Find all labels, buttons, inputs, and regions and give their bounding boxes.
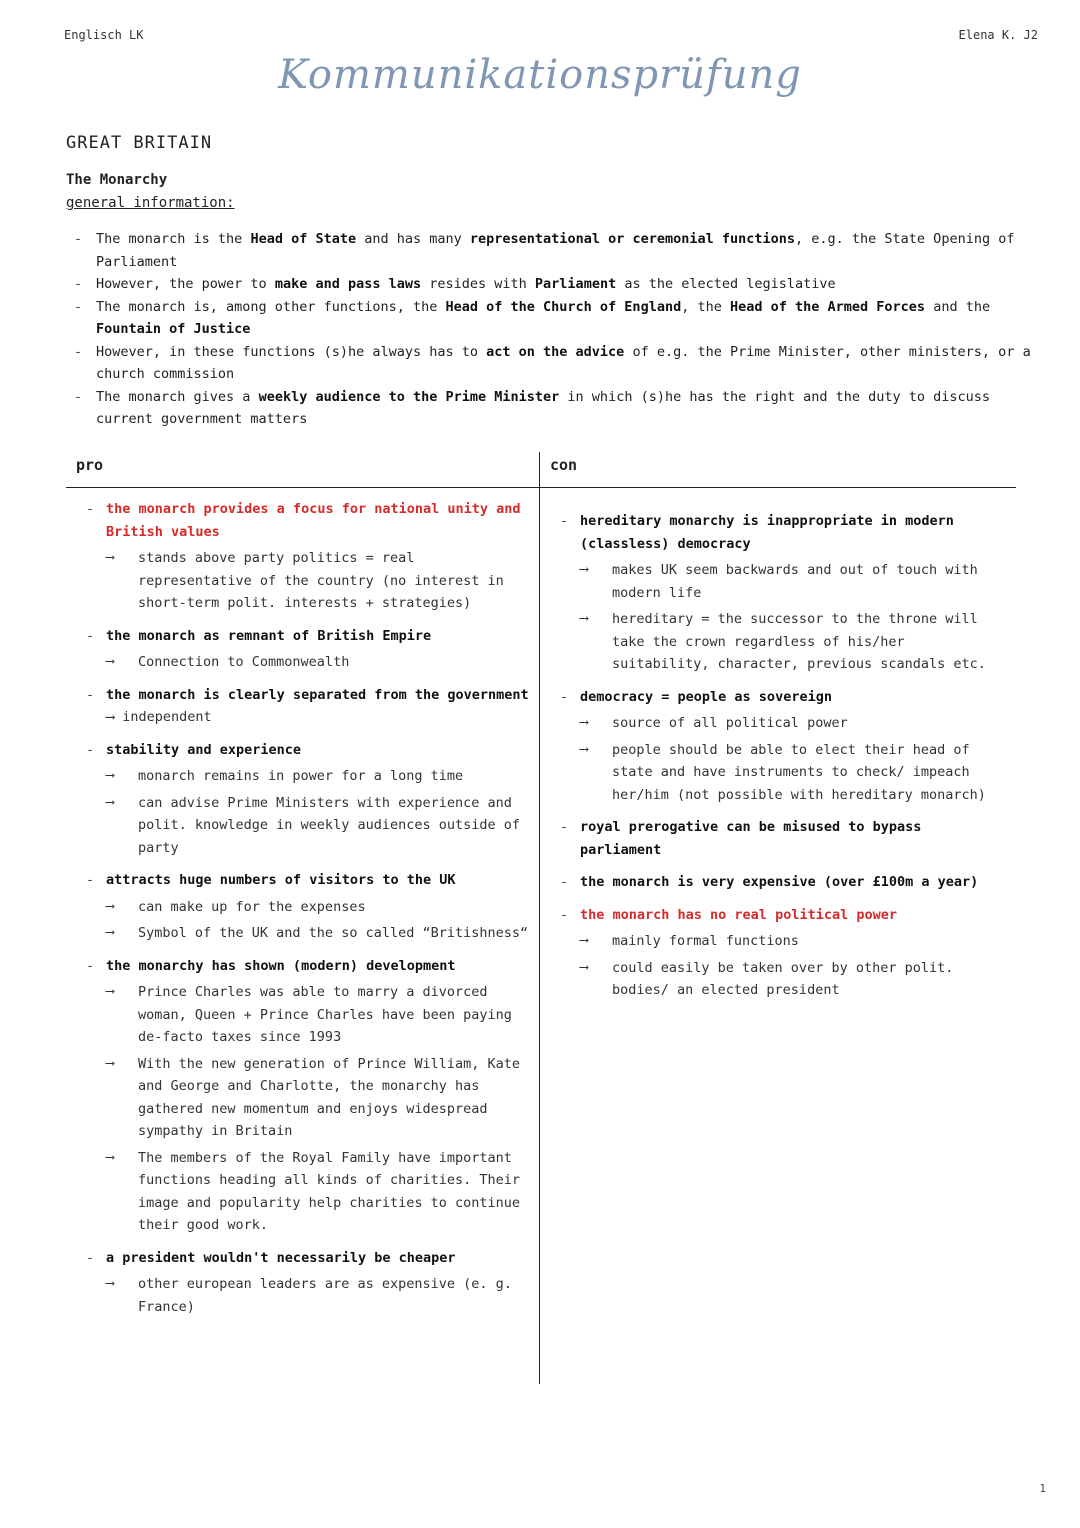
con-item-detail: ⟶ makes UK seem backwards and out of touch with modern life <box>580 559 1010 604</box>
bold-term: Fountain of Justice <box>96 321 251 337</box>
arrow-icon: ⟶ <box>106 709 115 725</box>
pro-item-heading: - stability and experience <box>106 741 302 758</box>
pro-item-detail: ⟶ With the new generation of Prince William, Kate and George and Charlotte, the monarchy has gathered new momentum and enjoys widespread sympathy in Britain <box>106 1053 531 1143</box>
text: and has many <box>356 231 470 247</box>
text: , e.g. the State Opening of Parliament <box>96 231 1015 270</box>
text: However, in these functions (s)he always has to <box>96 343 487 360</box>
con-item-heading: - the monarch is very expensive (over £100m a year) <box>580 874 979 890</box>
text: and the <box>925 298 991 315</box>
list-item <box>74 341 1034 386</box>
con-item-detail: ⟶ could easily be taken over by other polit. bodies/ an elected president <box>580 957 1010 1002</box>
bold-term: act on the advice <box>486 343 625 360</box>
bold-term: Head of the Church of England <box>445 298 682 315</box>
pro-item-detail: ⟶ The members of the Royal Family have important functions heading all kinds of charities. Their image and popularity help charities to continue their good work. <box>106 1147 531 1237</box>
page-number: 1 <box>1039 1482 1046 1495</box>
pro-item-heading: - the monarch provides a focus for national unity and British values <box>106 501 521 540</box>
pro-item <box>86 625 531 674</box>
text: , the <box>681 298 730 315</box>
pro-column <box>86 498 531 1328</box>
con-item-heading: - hereditary monarchy is inappropriate in modern (classless) democracy <box>580 513 954 552</box>
pro-item <box>86 1247 531 1319</box>
con-item-detail: ⟶ hereditary = the successor to the throne will take the crown regardless of his/her suitability, character, previous scandals etc. <box>580 608 1010 676</box>
con-item-detail: ⟶ mainly formal functions <box>580 930 1010 953</box>
pro-item-heading: - a president wouldn't necessarily be cheaper <box>106 1249 456 1266</box>
con-item-heading: - democracy = people as sovereign <box>580 688 832 705</box>
text: The monarch is the <box>96 231 251 247</box>
pro-item-detail: ⟶ other european leaders are as expensive (e. g. France) <box>106 1273 531 1318</box>
pro-item-detail: ⟶ can advise Prime Ministers with experience and polit. knowledge in weekly audiences outside of party <box>106 792 531 860</box>
list-item <box>74 228 1034 273</box>
table-header-rule <box>66 487 1016 488</box>
list-item <box>74 296 1034 341</box>
list-item <box>74 386 1034 431</box>
con-item <box>560 871 1010 894</box>
pro-item-detail: ⟶ monarch remains in power for a long time <box>106 765 531 788</box>
bold-term: make and pass laws <box>274 276 422 292</box>
bold-term: weekly audience to the Prime Minister <box>258 388 560 405</box>
pro-item <box>86 498 531 615</box>
pro-item-detail: ⟶ stands above party politics = real representative of the country (no interest in short-term polit. interests + strategies) <box>106 547 531 615</box>
pro-item-detail: ⟶ Symbol of the UK and the so called “Britishness“ <box>106 922 531 945</box>
pro-item <box>86 869 531 945</box>
text: However, the power to <box>96 276 275 292</box>
con-item <box>560 686 1010 807</box>
con-item-detail: ⟶ people should be able to elect their head of state and have instruments to check/ impeach her/him (not possible with hereditary monarch) <box>580 739 1010 807</box>
bold-term: Parliament <box>534 276 617 292</box>
pro-item <box>86 955 531 1237</box>
con-column <box>560 510 1010 1012</box>
pro-item-heading: - attracts huge numbers of visitors to the UK <box>106 872 456 888</box>
con-item <box>560 904 1010 1002</box>
text: as the elected legislative <box>616 276 836 292</box>
pro-item <box>86 684 531 729</box>
con-item-detail: ⟶ source of all political power <box>580 712 1010 735</box>
text: in which (s)he has the right and the duty to discuss current government matters <box>96 388 991 427</box>
pro-column-header: pro <box>76 456 104 474</box>
section-heading: GREAT BRITAIN <box>66 133 213 153</box>
course-label: Englisch LK <box>64 28 144 42</box>
text: The monarch gives a <box>96 388 259 405</box>
pro-item-heading: - the monarch as remnant of British Empire <box>106 627 432 644</box>
inline-detail: independent <box>122 709 212 725</box>
pro-item-detail: ⟶ can make up for the expenses <box>106 896 531 919</box>
subheading: The Monarchy <box>66 172 168 188</box>
con-item <box>560 510 1010 676</box>
con-column-header: con <box>550 456 578 474</box>
pro-item-detail: ⟶ Connection to Commonwealth <box>106 651 531 674</box>
con-item-heading: - royal prerogative can be misused to bypass parliament <box>580 819 922 858</box>
table-column-divider <box>539 452 540 1384</box>
bold-term: Head of the Armed Forces <box>729 298 926 315</box>
bold-term: representational or ceremonial functions <box>469 231 796 247</box>
text: The monarch is, among other functions, the <box>96 298 446 315</box>
pro-item-heading: - the monarchy has shown (modern) development <box>106 957 456 974</box>
con-item-heading: - the monarch has no real political power <box>580 906 897 923</box>
general-information-list <box>74 228 1034 431</box>
pro-item <box>86 739 531 860</box>
pro-item-detail: ⟶ Prince Charles was able to marry a divorced woman, Queen + Prince Charles have been paying de-facto taxes since 1993 <box>106 981 531 1049</box>
heading-text: the monarch is clearly separated from the government <box>106 686 529 703</box>
text: of e.g. the Prime Minister, other ministers, or a church commission <box>96 343 1031 382</box>
text: resides with <box>421 276 535 292</box>
con-item <box>560 816 1010 861</box>
list-item <box>74 273 1034 296</box>
bold-term: Head of State <box>250 231 357 247</box>
pro-item-heading <box>106 684 531 729</box>
author-label: Elena K. J2 <box>958 28 1038 42</box>
general-information-heading: general information: <box>66 195 235 211</box>
page-title: Kommunikationsprüfung <box>278 52 802 98</box>
